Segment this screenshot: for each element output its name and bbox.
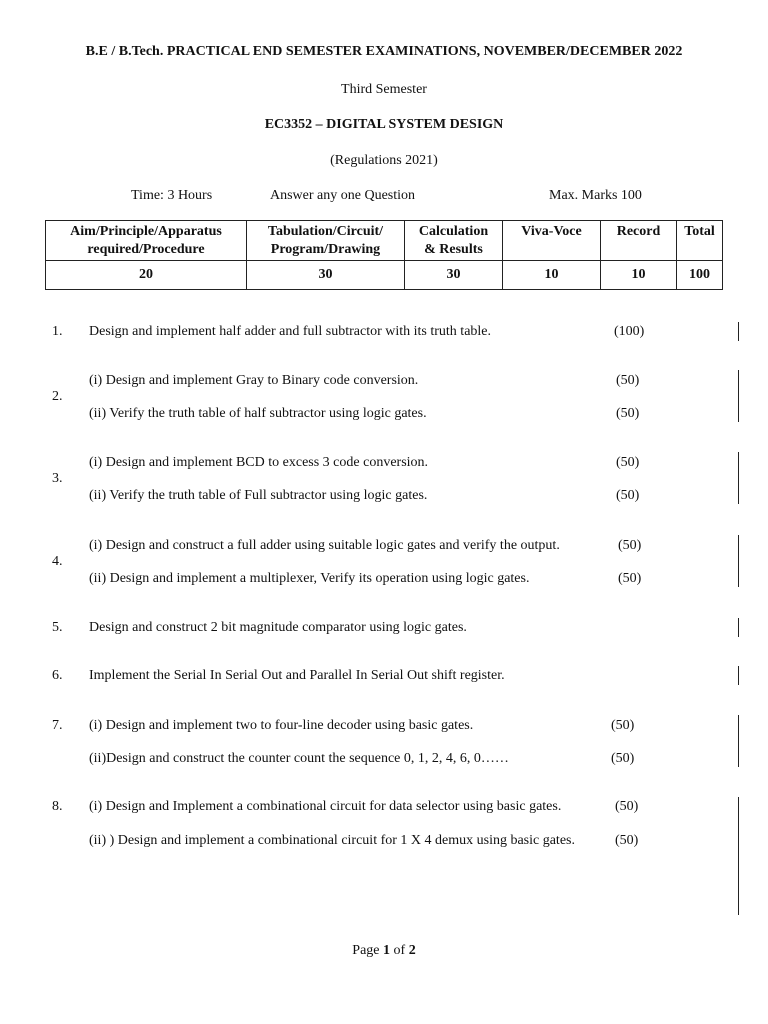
max-marks-label: Max. Marks 100 [549,188,642,203]
question-text: Design and construct 2 bit magnitude comparator using logic gates. [89,620,467,635]
table-cell: 10 [601,261,677,290]
margin-bar [738,322,739,341]
exam-title: B.E / B.Tech. PRACTICAL END SEMESTER EXAMINATIONS, NOVEMBER/DECEMBER 2022 [85,44,683,59]
question-marks: (50) [611,751,635,766]
course-title: EC3352 – DIGITAL SYSTEM DESIGN [264,117,504,132]
question-number: 3. [52,471,63,486]
question-text: (ii) ) Design and implement a combinational circuit for 1 X 4 demux using basic gates. [89,833,575,848]
question-text: (ii) Design and implement a multiplexer, Verify its operation using logic gates. [89,571,530,586]
question-marks: (50) [616,373,640,388]
question-text: (i) Design and implement two to four-line decoder using basic gates. [89,718,474,733]
question-number: 7. [52,718,63,733]
question-text: (ii) Verify the truth table of Full subtractor using logic gates. [89,488,428,503]
question-text: Implement the Serial In Serial Out and Parallel In Serial Out shift register. [89,668,505,683]
table-header-cell: Tabulation/Circuit/ Program/Drawing [247,221,405,261]
question-number: 4. [52,554,63,569]
question-text: (i) Design and implement Gray to Binary code conversion. [89,373,419,388]
question-text: (ii)Design and construct the counter count the sequence 0, 1, 2, 4, 6, 0…… [89,751,509,766]
question-marks: (100) [614,324,645,339]
table-header-cell: Calculation & Results [405,221,503,261]
table-cell: 20 [46,261,247,290]
question-marks: (50) [616,406,640,421]
margin-bar [738,797,739,915]
semester-label: Third Semester [341,82,427,97]
question-marks: (50) [616,455,640,470]
marks-table [45,220,723,290]
table-header-cell: Record [601,221,677,261]
margin-bar [738,452,739,504]
margin-bar [738,535,739,587]
question-text: (ii) Verify the truth table of half subtractor using logic gates. [89,406,427,421]
marks-table-header-row [46,221,723,261]
question-number: 2. [52,389,63,404]
question-text: (i) Design and implement BCD to excess 3 code conversion. [89,455,429,470]
page-number: Page 1 of 2 [352,943,416,958]
table-cell: 100 [677,261,723,290]
question-marks: (50) [618,571,642,586]
question-marks: (50) [615,799,639,814]
question-text: Design and implement half adder and full subtractor with its truth table. [89,324,492,339]
margin-bar [738,715,739,767]
margin-bar [738,666,739,685]
regulations-label: (Regulations 2021) [330,153,438,168]
question-number: 1. [52,324,63,339]
question-number: 5. [52,620,63,635]
question-marks: (50) [611,718,635,733]
question-number: 8. [52,799,63,814]
table-header-cell: Viva-Voce [503,221,601,261]
question-marks: (50) [618,538,642,553]
table-cell: 30 [247,261,405,290]
instruction-label: Answer any one Question [270,188,416,203]
question-marks: (50) [615,833,639,848]
question-text: (i) Design and construct a full adder using suitable logic gates and verify the output. [89,538,560,553]
table-header-cell: Total [677,221,723,261]
margin-bar [738,618,739,637]
question-marks: (50) [616,488,640,503]
margin-bar [738,370,739,422]
table-cell: 30 [405,261,503,290]
question-text: (i) Design and Implement a combinational circuit for data selector using basic gates. [89,799,562,814]
table-header-cell: Aim/Principle/Apparatus required/Procedure [46,221,247,261]
question-number: 6. [52,668,63,683]
table-cell: 10 [503,261,601,290]
marks-table-value-row [46,261,723,290]
time-label: Time: 3 Hours [131,188,213,203]
